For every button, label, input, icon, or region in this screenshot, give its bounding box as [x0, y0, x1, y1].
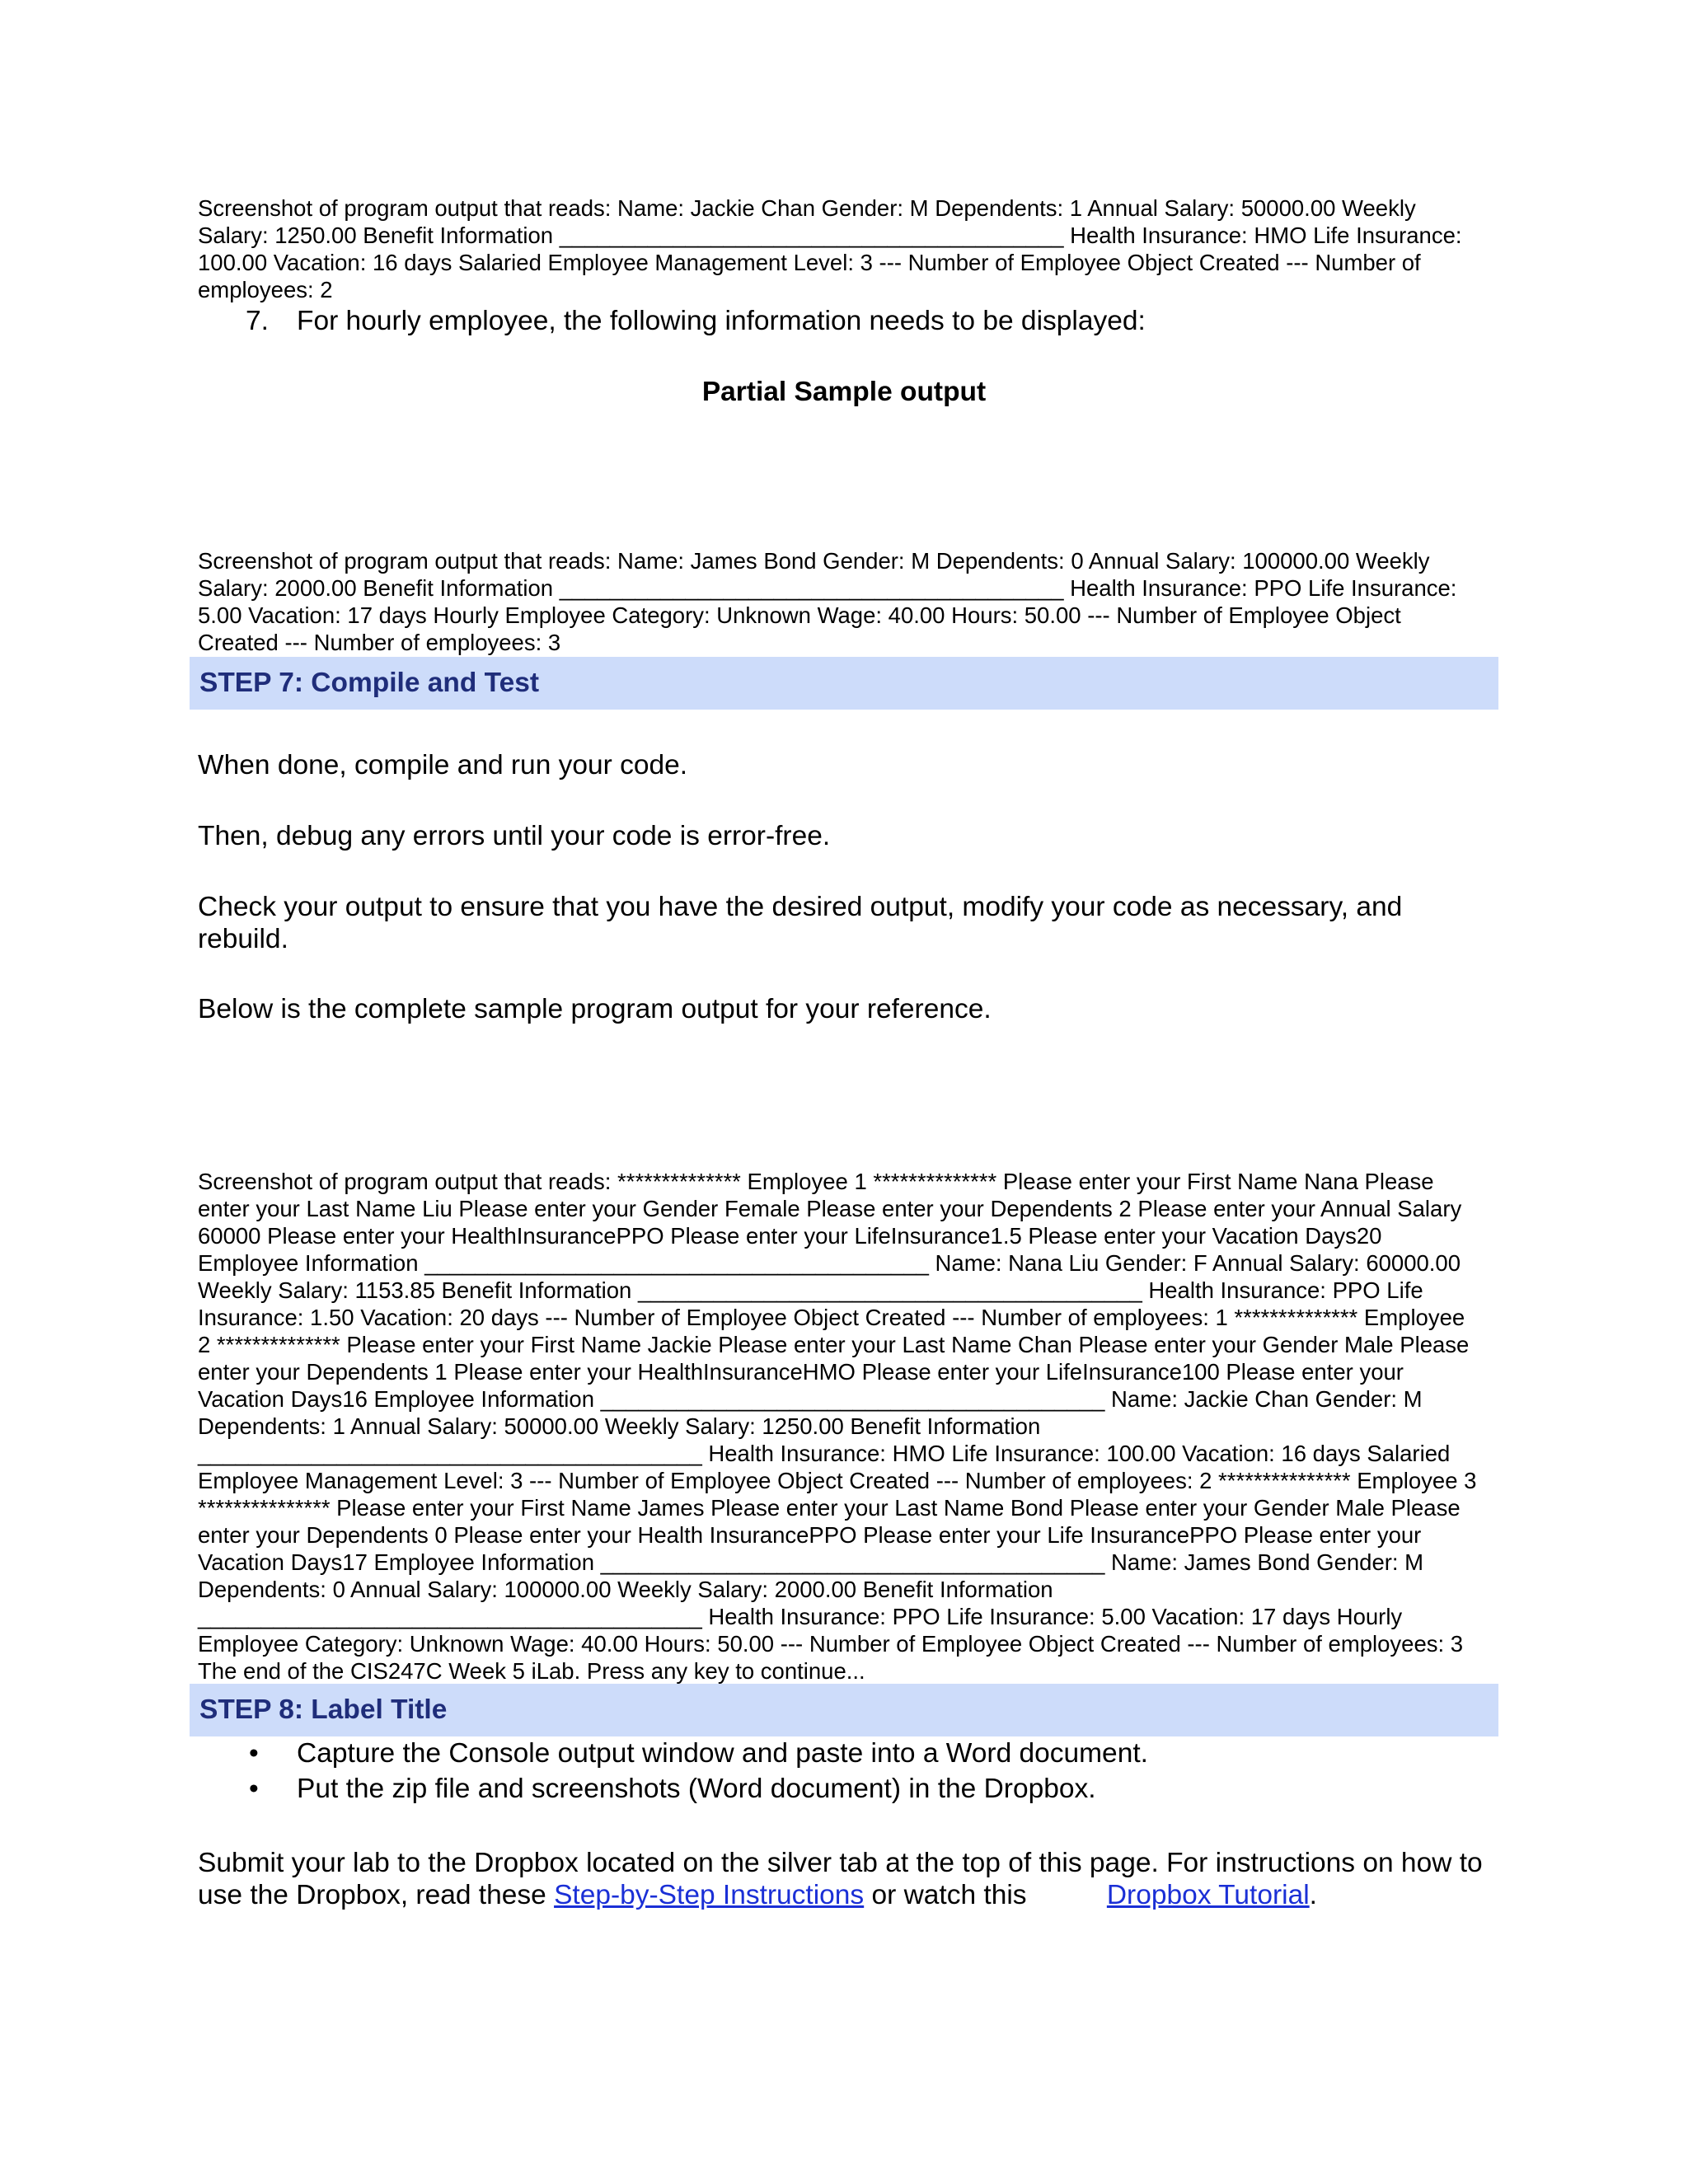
bullet-icon: •: [249, 1738, 259, 1769]
step-7-paragraph: When done, compile and run your code.: [198, 750, 688, 780]
step-7-paragraph: Check your output to ensure that you have the desired output, modify your code as necessary, and rebuild.: [198, 892, 1403, 954]
dropbox-tutorial-link[interactable]: Dropbox Tutorial: [1106, 1880, 1310, 1910]
step-7-header: [190, 657, 1498, 710]
numbered-item-7: [246, 305, 1146, 338]
step-8-bullet-list: [246, 1736, 1148, 1807]
james-bond-output-alt-text: Screenshot of program output that reads: Name: James Bond Gender: M Dependents: 0 Annual Salary: 100000.00 Weekly Salary: 2000.00 Benefit Information ________________________________________ Health Insurance: PPO Life Insurance: 5.00 Vacation: 17 days Hourly Employee Category: Unknown Wage: 40.00 Hours: 50.00 --- Number of Employee Object Created --- Number of employees: 3: [198, 548, 1457, 655]
step-7-title: STEP 7: Compile and Test: [199, 668, 540, 698]
submit-text: .: [1309, 1880, 1317, 1910]
step-8-title: STEP 8: Label Title: [199, 1694, 448, 1725]
item-number: 7.: [246, 306, 269, 336]
complete-output-alt-text: Screenshot of program output that reads: ************** Employee 1 ************** Please enter your First Name Nana Please enter your Last Name Liu Please enter your Gender Female Please enter your Dependents 2 Please enter your Annual Salary 60000 Please enter your HealthInsurancePPO Please enter your LifeInsurance1.5 Please enter your Vacation Days20 Employee Information ________________________________________ Name: Nana Liu Gender: F Annual Salary: 60000.00 Weekly Salary: 1153.85 Benefit Information ________________________________________ Health Insurance: PPO Life Insurance: 1.50 Vacation: 20 days --- Number of Employee Object Created --- Number of employees: 1 ************** Employee 2 ************** Please enter your First Name Jackie Please enter your Last Name Chan Please enter your Gender Male Please enter your Dependents 1 Please enter your HealthInsuranceHMO Please enter your LifeInsurance100 Please enter your Vacation Days16 Employee Information ________________________________________ Name: Jackie Chan Gender: M Dependents: 1 Annual Salary: 50000.00 Weekly Salary: 1250.00 Benefit Information ________________________________________ Health Insurance: HMO Life Insurance: 100.00 Vacation: 16 days Salaried Employee Management Level: 3 --- Number of Employee Object Created --- Number of employees: 2 *************** Employee 3 *************** Please enter your First Name James Please enter your Last Name Bond Please enter your Gender Male Please enter your Dependents 0 Please enter your Health InsurancePPO Please enter your Life InsurancePPO Please enter your Vacation Days17 Employee Information ________________________________________ Name: James Bond Gender: M Dependents: 0 Annual Salary: 100000.00 Weekly Salary: 2000.00 Benefit Information ________________________________________ Health Insurance: PPO Life Insurance: 5.00 Vacation: 17 days Hourly Employee Category: Unknown Wage: 40.00 Hours: 50.00 --- Number of Employee Object Created --- Number of employees: 3 The end of the CIS247C Week 5 iLab. Press any key to continue...: [198, 1169, 1477, 1684]
submit-text: or watch this: [864, 1880, 1034, 1910]
step-by-step-instructions-link[interactable]: Step-by-Step Instructions: [554, 1880, 865, 1910]
jackie-chan-output-alt-text: Screenshot of program output that reads: Name: Jackie Chan Gender: M Dependents: 1 Annual Salary: 50000.00 Weekly Salary: 1250.00 Benefit Information ________________________________________ Health Insurance: HMO Life Insurance: 100.00 Vacation: 16 days Salaried Employee Management Level: 3 --- Number of Employee Object Created --- Number of employees: 2: [198, 195, 1462, 302]
step-8-header: [190, 1684, 1498, 1736]
item-text: For hourly employee, the following information needs to be displayed:: [297, 306, 1146, 336]
submit-text: Submit your lab to the Dropbox located on the silver tab at the top of this page. For instructions on how to use the Dropbox, read these: [198, 1848, 1483, 1910]
submit-paragraph: [198, 1847, 1492, 1911]
step-7-paragraph: Then, debug any errors until your code is error-free.: [198, 821, 831, 851]
bullet-text: Capture the Console output window and paste into a Word document.: [297, 1738, 1148, 1769]
list-item: [246, 1736, 1148, 1771]
bullet-text: Put the zip file and screenshots (Word document) in the Dropbox.: [297, 1774, 1096, 1804]
partial-sample-heading: Partial Sample output: [701, 377, 987, 407]
bullet-icon: •: [249, 1774, 259, 1804]
list-item: [246, 1771, 1148, 1807]
step-7-paragraph: Below is the complete sample program output for your reference.: [198, 994, 992, 1024]
